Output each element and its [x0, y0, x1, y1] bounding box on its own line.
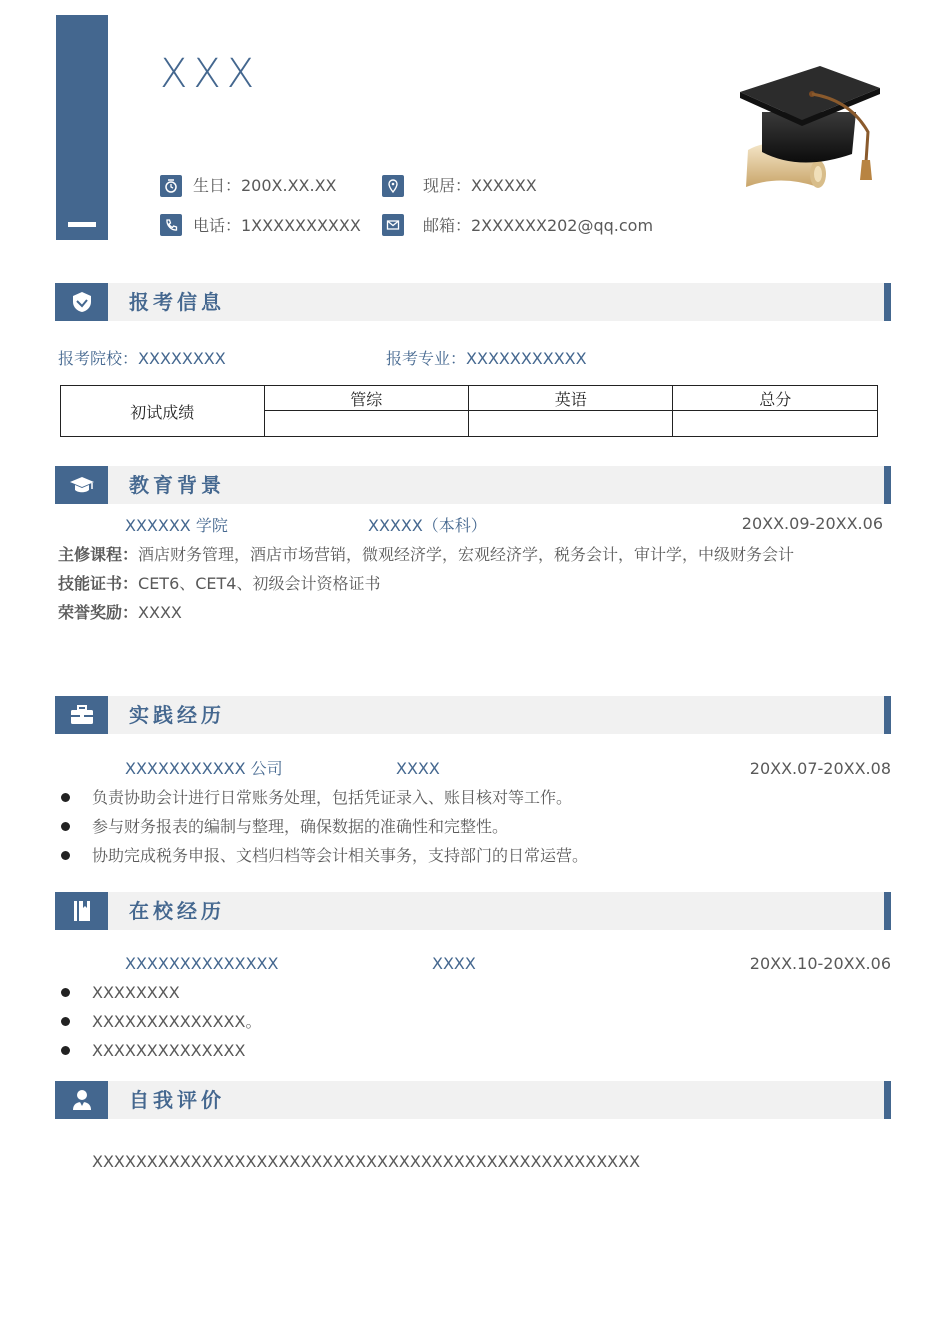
bullet-dot — [61, 1046, 70, 1055]
section-apply-header — [55, 283, 891, 321]
campus-bullet-1: XXXXXXXX — [92, 983, 180, 1002]
self-evaluation-text: XXXXXXXXXXXXXXXXXXXXXXXXXXXXXXXXXXXXXXXXXXXXXXXXXX — [92, 1152, 641, 1171]
courses-label: 主修课程： — [58, 545, 139, 564]
section-end-bar — [884, 1081, 891, 1119]
awards-value: XXXX — [138, 603, 182, 622]
bullet-dot — [61, 851, 70, 860]
header-accent-bar — [56, 15, 108, 240]
campus-role: XXXX — [432, 954, 476, 973]
shield-icon — [55, 283, 108, 321]
location-icon — [382, 175, 404, 197]
education-school: XXXXXX 学院 — [125, 516, 228, 535]
practice-date: 20XX.07-20XX.08 — [749, 759, 891, 778]
section-education-header — [55, 466, 891, 504]
score-value-total — [673, 411, 878, 437]
section-self-header — [55, 1081, 891, 1119]
book-icon — [55, 892, 108, 930]
section-practice-title: 实践经历 — [129, 703, 225, 727]
certs-value: CET6、CET4、初级会计资格证书 — [138, 574, 381, 593]
apply-school-label: 报考院校： — [58, 349, 139, 368]
section-end-bar — [884, 283, 891, 321]
campus-date: 20XX.10-20XX.06 — [749, 954, 891, 973]
email-text: 邮箱：2XXXXXX202@qq.com — [423, 216, 654, 235]
awards-label: 荣誉奖励： — [58, 603, 139, 622]
courses-value: 酒店财务管理，酒店市场营销，微观经济学，宏观经济学，税务会计，审计学，中级财务会计 — [138, 545, 795, 564]
practice-company: XXXXXXXXXXX 公司 — [125, 759, 283, 778]
birthday-icon — [160, 175, 182, 197]
education-date: 20XX.09-20XX.06 — [741, 514, 883, 533]
practice-bullet-1: 负责协助会计进行日常账务处理，包括凭证录入、账目核对等工作。 — [92, 788, 573, 807]
education-courses — [58, 544, 794, 566]
education-awards — [58, 602, 182, 624]
apply-major-value: XXXXXXXXXXX — [466, 349, 587, 368]
section-end-bar — [884, 892, 891, 930]
residence-text: 现居：XXXXXX — [423, 176, 537, 195]
apply-major-label: 报考专业： — [386, 349, 467, 368]
score-header-english: 英语 — [468, 386, 672, 411]
score-value-management — [264, 411, 468, 437]
apply-school — [58, 348, 226, 370]
certs-label: 技能证书： — [58, 574, 139, 593]
bullet-dot — [61, 1017, 70, 1026]
phone-icon — [160, 214, 182, 236]
score-row-label: 初试成绩 — [61, 386, 265, 437]
section-campus-header — [55, 892, 891, 930]
email-icon — [382, 214, 404, 236]
apply-major — [386, 348, 587, 370]
section-end-bar — [884, 466, 891, 504]
practice-bullet-3: 协助完成税务申报、文档归档等会计相关事务，支持部门的日常运营。 — [92, 846, 589, 865]
section-apply-title: 报考信息 — [129, 290, 225, 314]
graduation-cap-icon — [55, 466, 108, 504]
score-value-english — [468, 411, 672, 437]
practice-role: XXXX — [396, 759, 440, 778]
section-self-title: 自我评价 — [129, 1088, 225, 1112]
campus-org: XXXXXXXXXXXXXX — [125, 954, 279, 973]
apply-school-value: XXXXXXXX — [138, 349, 226, 368]
candidate-name: XXX — [160, 51, 261, 97]
bullet-dot — [61, 822, 70, 831]
campus-bullet-2: XXXXXXXXXXXXXX。 — [92, 1012, 262, 1031]
section-practice-header — [55, 696, 891, 734]
birthday-text: 生日：200X.XX.XX — [193, 176, 337, 195]
section-end-bar — [884, 696, 891, 734]
score-table — [60, 385, 878, 437]
campus-bullet-3: XXXXXXXXXXXXXX — [92, 1041, 246, 1060]
person-icon — [55, 1081, 108, 1119]
bullet-dot — [61, 793, 70, 802]
practice-bullet-2: 参与财务报表的编制与整理，确保数据的准确性和完整性。 — [92, 817, 509, 836]
education-certs — [58, 573, 381, 595]
header-accent-dash — [68, 222, 96, 227]
section-campus-title: 在校经历 — [129, 899, 225, 923]
score-header-total: 总分 — [673, 386, 878, 411]
briefcase-icon — [55, 696, 108, 734]
bullet-dot — [61, 988, 70, 997]
section-education-title: 教育背景 — [129, 473, 225, 497]
score-header-management: 管综 — [264, 386, 468, 411]
education-major: XXXXX（本科） — [368, 516, 487, 535]
graduation-cap-image — [740, 62, 880, 197]
phone-text: 电话：1XXXXXXXXXX — [193, 216, 361, 235]
